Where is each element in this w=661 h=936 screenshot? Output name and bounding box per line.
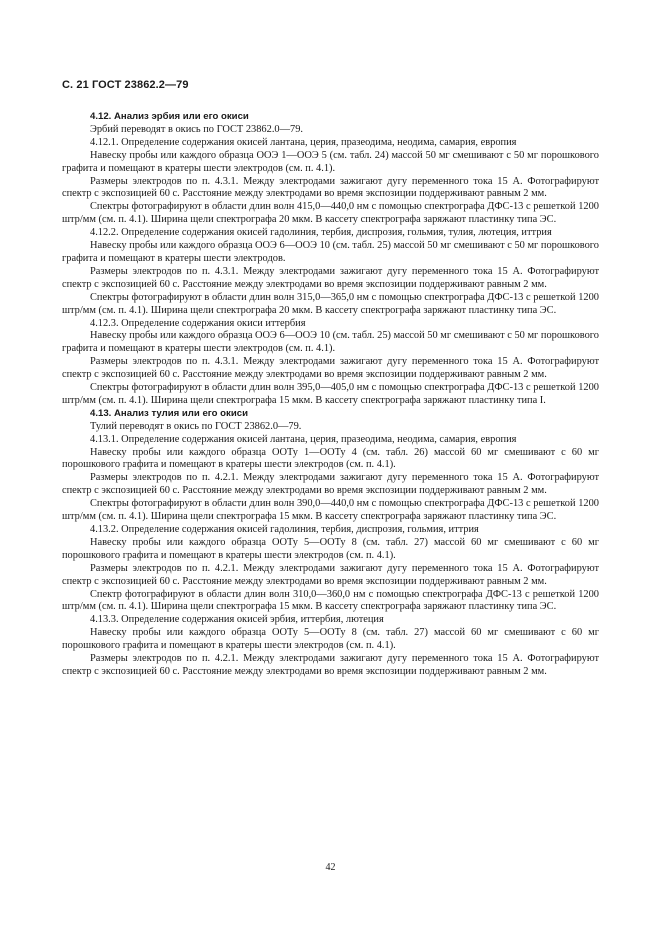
paragraph: Спектр фотографируют в области длин волн 310,0—360,0 нм с помощью спектрографа ДФС-13 с решеткой 1200 штр/мм (см. п. 4.1). Ширина щели спектрографа 15 мкм. В кассету спектрографа заряжают пластинку типа ЭС. [62, 588, 599, 613]
section-heading: 4.12. Анализ эрбия или его окиси [90, 111, 249, 122]
paragraph: Тулий переводят в окись по ГОСТ 23862.0—79. [90, 420, 302, 432]
paragraph: Размеры электродов по п. 4.2.1. Между электродами зажигают дугу переменного тока 15 А. Фотографируют спектр с экспозицией 60 с. Расстояние между электродами во время экспозиции поддерживают равным 2 мм. [62, 472, 599, 497]
paragraph: Эрбий переводят в окись по ГОСТ 23862.0—79. [90, 123, 303, 135]
section-heading: 4.13. Анализ тулия или его окиси [90, 407, 248, 419]
paragraph: Размеры электродов по п. 4.2.1. Между электродами зажигают дугу переменного тока 15 А. Фотографируют спектр с экспозицией 60 с. Расстояние между электродами во время экспозиции поддерживают равным 2 мм. [62, 562, 599, 587]
paragraph: Навеску пробы или каждого образца ООТу 5—ООТу 8 (см. табл. 27) массой 60 мг смешивают с 60 мг порошкового графита и помещают в кратеры шести электродов (см. п. 4.1). [62, 627, 599, 652]
paragraph: Навеску пробы или каждого образца ООЭ 6—ООЭ 10 (см. табл. 25) массой 50 мг смешивают с 50 мг порошкового графита и помещают в кратеры шести электродов (см. п. 4.1). [62, 330, 599, 355]
subsection-title: 4.12.3. Определение содержания окиси иттербия [90, 317, 306, 329]
paragraph: Размеры электродов по п. 4.3.1. Между электродами зажигают дугу переменного тока 15 А. Фотографируют спектр с экспозицией 60 с. Расстояние между электродами во время экспозиции поддерживают равным 2 мм. [62, 265, 599, 290]
paragraph: Спектры фотографируют в области длин волн 415,0—440,0 нм с помощью спектрографа ДФС-13 с решеткой 1200 штр/мм (см. п. 4.1). Ширина щели спектрографа 20 мкм. В кассету спектрографа заряжают пластинку типа ЭС. [62, 201, 599, 226]
paragraph: Спектры фотографируют в области длин волн 315,0—365,0 нм с помощью спектрографа ДФС-13 с решеткой 1200 штр/мм (см. п. 4.1). Ширина щели спектрографа 20 мкм. В кассету спектрографа заряжают пластинку типа ЭС. [62, 291, 599, 316]
paragraph: Навеску пробы или каждого образца ООЭ 1—ООЭ 5 (см. табл. 24) массой 50 мг смешивают с 50 мг порошкового графита и помещают в кратеры шести электродов (см. п. 4.1). [62, 149, 599, 174]
paragraph: Размеры электродов по п. 4.3.1. Между электродами зажигают дугу переменного тока 15 А. Фотографируют спектр с экспозицией 60 с. Расстояние между электродами во время экспозиции поддерживают равным 2 мм. [62, 175, 599, 200]
page-header: С. 21 ГОСТ 23862.2—79 [62, 79, 189, 91]
paragraph: Навеску пробы или каждого образца ООЭ 6—ООЭ 10 (см. табл. 25) массой 50 мг смешивают с 50 мг порошкового графита и помещают в кратеры шести электродов. [62, 240, 599, 264]
paragraph: Навеску пробы или каждого образца ООТу 1—ООТу 4 (см. табл. 26) массой 60 мг смешивают с 60 мг порошкового графита и помещают в кратеры шести электродов (см. п. 4.1). [62, 446, 599, 471]
subsection-title: 4.12.1. Определение содержания окисей лантана, церия, празеодима, неодима, самария, европия [90, 136, 517, 148]
subsection-title: 4.13.3. Определение содержания окисей эрбия, иттербия, лютеция [90, 614, 384, 626]
document-body [62, 111, 599, 679]
page-number: 42 [325, 862, 336, 873]
paragraph: Спектры фотографируют в области длин волн 390,0—440,0 нм с помощью спектрографа ДФС-13 с решеткой 1200 штр/мм (см. п. 4.1). Ширина щели спектрографа 15 мкм. В кассету спектрографа заряжают пластинку типа ЭС. [62, 498, 599, 523]
subsection-title: 4.13.1. Определение содержания окисей лантана, церия, празеодима, неодима, самария, европия [90, 433, 517, 445]
paragraph: Размеры электродов по п. 4.3.1. Между электродами зажигают дугу переменного тока 15 А. Фотографируют спектр с экспозицией 60 с. Расстояние между электродами во время экспозиции поддерживают равным 2 мм. [62, 356, 599, 381]
paragraph: Размеры электродов по п. 4.2.1. Между электродами зажигают дугу переменного тока 15 А. Фотографируют спектр с экспозицией 60 с. Расстояние между электродами во время экспозиции поддерживают равным 2 мм. [62, 653, 599, 677]
subsection-title: 4.13.2. Определение содержания окисей гадолиния, тербия, диспрозия, гольмия, иттрия [90, 524, 479, 535]
subsection-title: 4.12.2. Определение содержания окисей гадолиния, тербия, диспрозия, гольмия, тулия, лютеция, иттрия [90, 227, 552, 239]
paragraph: Спектры фотографируют в области длин волн 395,0—405,0 нм с помощью спектрографа ДФС-13 с решеткой 1200 штр/мм (см. п. 4.1). Ширина щели спектрографа 15 мкм. В кассету спектрографа заряжают пластинку типа I. [62, 382, 599, 406]
paragraph: Навеску пробы или каждого образца ООТу 5—ООТу 8 (см. табл. 27) массой 60 мг смешивают с 60 мг порошкового графита и помещают в кратеры шести электродов (см. п. 4.1). [62, 536, 599, 561]
